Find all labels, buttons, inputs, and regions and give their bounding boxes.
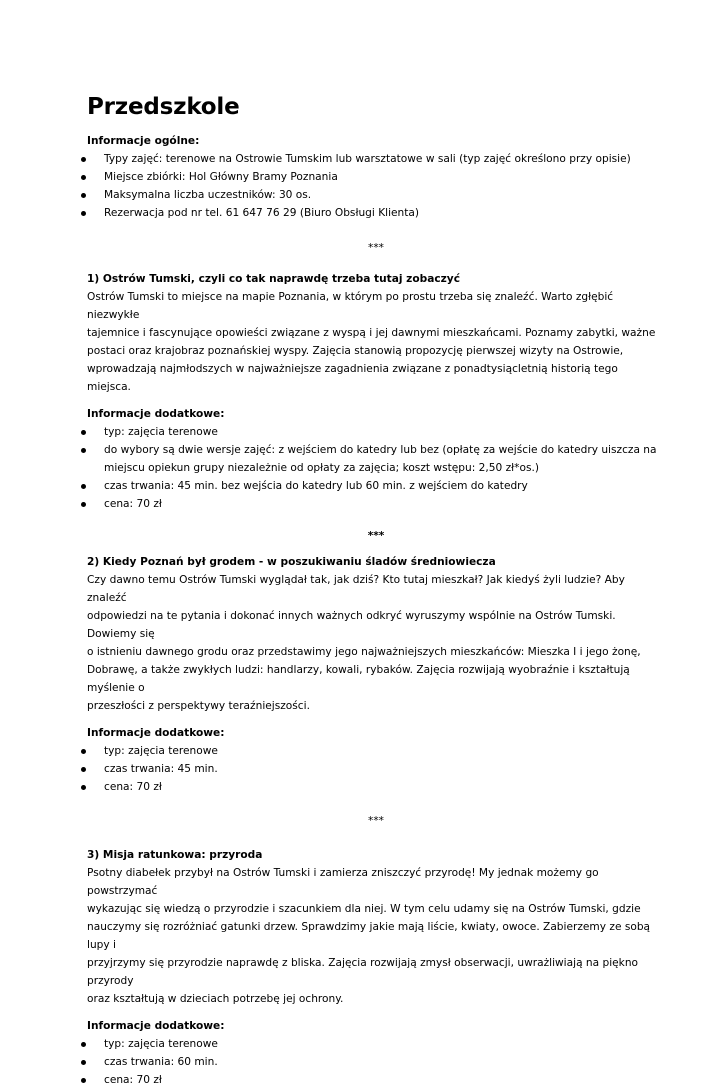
paragraph-line: przyjrzymy się przyrodzie naprawdę z bliska. Zajęcia rozwijają zmysł obserwacji, uwrażliwiają na piękno przyrody (87, 957, 639, 987)
paragraph-line: wprowadzają najmłodszych w najważniejsze zagadnienia związane z ponadtysiącletnią historią tego miejsca. (87, 363, 618, 393)
paragraph-line: Czy dawno temu Ostrów Tumski wyglądał tak, jak dziś? Kto tutaj mieszkał? Jak kiedyś żyli ludzie? Aby znaleźć (87, 574, 625, 604)
section-title: 3) Misja ratunkowa: przyroda (87, 849, 263, 861)
list-item-line: miejscu opiekun grupy niezależnie od opłaty za zajęcia; koszt wstępu: 2,50 zł*os.) (104, 462, 539, 474)
list-item: typ: zajęcia terenowe (87, 1035, 665, 1053)
separator: *** (368, 242, 384, 254)
section-2 (87, 553, 665, 796)
section-title: 1) Ostrów Tumski, czyli co tak naprawdę trzeba tutaj zobaczyć (87, 273, 460, 285)
list-item: czas trwania: 45 min. bez wejścia do katedry lub 60 min. z wejściem do katedry (87, 477, 665, 495)
list-item: Typy zajęć: terenowe na Ostrowie Tumskim lub warsztatowe w sali (typ zajęć określono przy opisie) (87, 150, 665, 168)
additional-info-list (87, 423, 665, 513)
list-item-line: do wybory są dwie wersje zajęć: z wejściem do katedry lub bez (opłatę za wejście do katedry uiszcza na (104, 444, 657, 456)
paragraph-line: Ostrów Tumski to miejsce na mapie Poznania, w którym po prostu trzeba się znaleźć. Warto zgłębić niezwykłe (87, 291, 614, 321)
additional-info-label: Informacje dodatkowe: (87, 408, 225, 420)
paragraph-line: przeszłości z perspektywy teraźniejszości. (87, 700, 310, 712)
paragraph-line: postaci oraz krajobraz poznańskiej wyspy. Zajęcia stanowią propozycję pierwszej wizyty na Ostrowie, (87, 345, 624, 357)
section-description (87, 864, 665, 1008)
list-item: czas trwania: 60 min. (87, 1053, 665, 1071)
list-item: cena: 70 zł (87, 778, 665, 796)
list-item (87, 441, 665, 477)
list-item: typ: zajęcia terenowe (87, 423, 665, 441)
list-item: czas trwania: 45 min. (87, 760, 665, 778)
list-item: cena: 70 zł (87, 1071, 665, 1089)
additional-info-label: Informacje dodatkowe: (87, 727, 225, 739)
page-title: Przedszkole (87, 94, 240, 120)
section-3 (87, 846, 665, 1089)
general-info-list (87, 150, 665, 222)
paragraph-line: Psotny diabełek przybył na Ostrów Tumski i zamierza zniszczyć przyrodę! My jednak możemy go powstrzymać (87, 867, 599, 897)
paragraph-line: tajemnice i fascynujące opowieści związane z wyspą i jej dawnymi mieszkańcami. Poznamy zabytki, ważne (87, 327, 656, 339)
section-1 (87, 270, 665, 513)
paragraph-line: nauczymy się rozróżniać gatunki drzew. Sprawdzimy jakie mają liście, kwiaty, owoce. Zabierzemy ze sobą lupy i (87, 921, 651, 951)
list-item: typ: zajęcia terenowe (87, 742, 665, 760)
additional-info-list (87, 742, 665, 796)
paragraph-line: odpowiedzi na te pytania i dokonać innych ważnych odkryć wyruszymy wspólnie na Ostrów Tumski. Dowiemy się (87, 610, 616, 640)
list-item: Rezerwacja pod nr tel. 61 647 76 29 (Biuro Obsługi Klienta) (87, 204, 665, 222)
section-description (87, 288, 665, 396)
list-item: Miejsce zbiórki: Hol Główny Bramy Poznania (87, 168, 665, 186)
separator: *** (367, 530, 385, 542)
section-description (87, 571, 665, 715)
paragraph-line: wykazując się wiedzą o przyrodzie i szacunkiem dla niej. W tym celu udamy się na Ostrów Tumski, gdzie (87, 903, 641, 915)
list-item: Maksymalna liczba uczestników: 30 os. (87, 186, 665, 204)
paragraph-line: o istnieniu dawnego grodu oraz przedstawimy jego najważniejszych mieszkańców: Mieszka I i jego żonę, (87, 646, 641, 658)
paragraph-line: Dobrawę, a także zwykłych ludzi: handlarzy, kowali, rybaków. Zajęcia rozwijają wyobraźnie i kształtują myślenie o (87, 664, 630, 694)
additional-info-label: Informacje dodatkowe: (87, 1020, 225, 1032)
section-title: 2) Kiedy Poznań był grodem - w poszukiwaniu śladów średniowiecza (87, 556, 496, 568)
additional-info-list (87, 1035, 665, 1089)
list-item: cena: 70 zł (87, 495, 665, 513)
general-info-label: Informacje ogólne: (87, 135, 200, 147)
paragraph-line: oraz kształtują w dzieciach potrzebę jej ochrony. (87, 993, 344, 1005)
separator: *** (368, 815, 384, 827)
